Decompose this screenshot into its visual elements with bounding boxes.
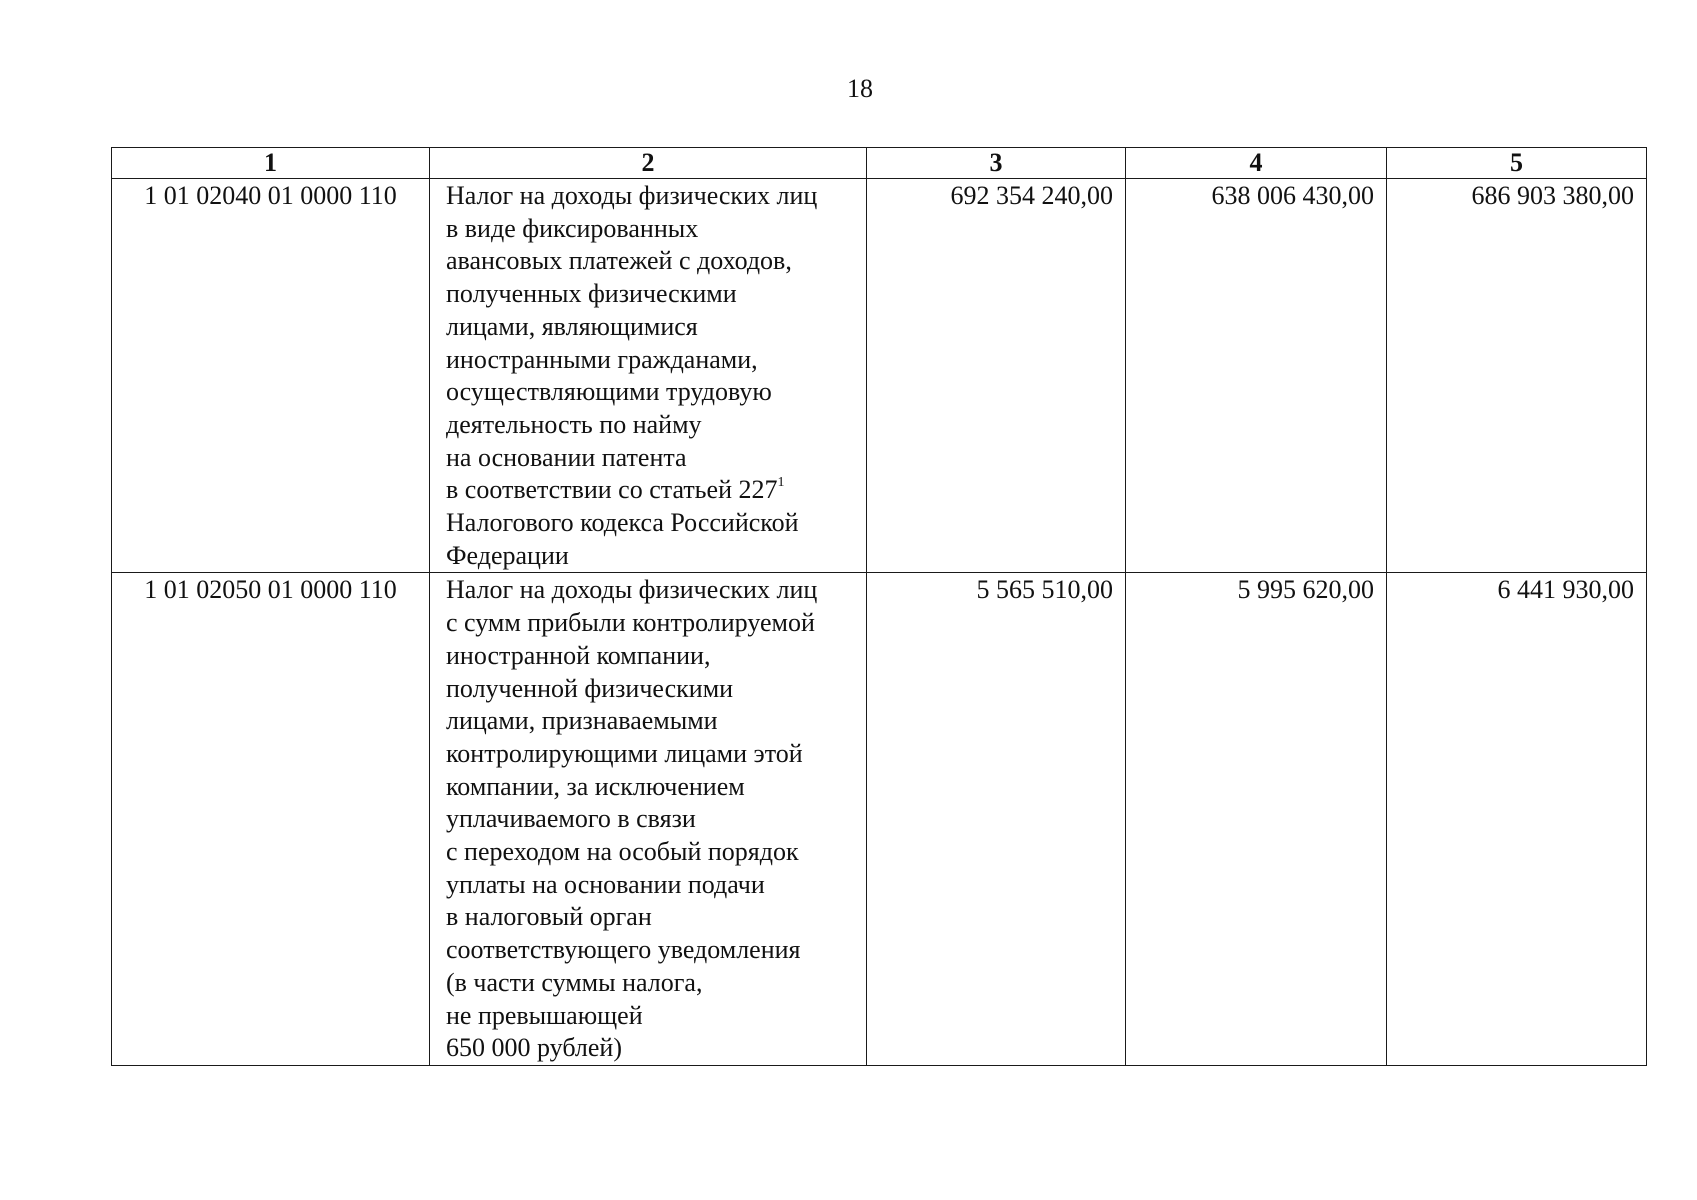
revenue-name-line: иностранной компании, — [446, 640, 711, 670]
revenue-name-line: лицами, являющимися — [446, 311, 698, 341]
revenue-name-line: соответствующего уведомления — [446, 935, 801, 965]
budget-code-cell: 1 01 02040 01 0000 110 — [112, 179, 430, 573]
revenue-name-line: Федерации — [446, 540, 569, 570]
revenue-name-line: Налог на доходы физических лиц — [446, 575, 818, 605]
revenue-name-cell — [430, 179, 867, 573]
column-header-5: 5 — [1387, 148, 1647, 179]
revenue-name-text: в соответствии со статьей 227 — [446, 475, 778, 505]
revenue-name-line-with-superscript — [446, 474, 862, 507]
revenue-name-line: 650 000 рублей) — [446, 1033, 622, 1063]
column-header-4: 4 — [1126, 148, 1387, 179]
revenue-name-line: лицами, признаваемыми — [446, 706, 718, 736]
revenue-name-line: в налоговый орган — [446, 902, 652, 932]
revenue-name-line: полученной физическими — [446, 673, 734, 703]
revenue-name-line: деятельность по найму — [446, 409, 702, 439]
revenue-name-line: осуществляющими трудовую — [446, 377, 772, 407]
column-header-2: 2 — [430, 148, 867, 179]
revenue-name-line: уплачиваемого в связи — [446, 804, 696, 834]
revenue-name-line: (в части суммы налога, — [446, 967, 703, 997]
revenue-name-line: иностранными гражданами, — [446, 344, 758, 374]
article-superscript: 1 — [777, 475, 785, 491]
budget-revenue-table — [111, 147, 1647, 1066]
revenue-name-line: с сумм прибыли контролируемой — [446, 608, 815, 638]
revenue-name-line: авансовых платежей с доходов, — [446, 246, 792, 276]
revenue-name-line: на основании патента — [446, 442, 687, 472]
revenue-name-line: уплаты на основании подачи — [446, 869, 765, 899]
table-header-row — [112, 148, 1647, 179]
revenue-name-line: полученных физическими — [446, 279, 737, 309]
amount-cell-column-3: 692 354 240,00 — [867, 179, 1126, 573]
revenue-name-line: Налог на доходы физических лиц — [446, 181, 818, 210]
table-row — [112, 179, 1647, 573]
column-header-3: 3 — [867, 148, 1126, 179]
amount-cell-column-5: 686 903 380,00 — [1387, 179, 1647, 573]
amount-cell-column-4: 5 995 620,00 — [1126, 573, 1387, 1066]
amount-cell-column-3: 5 565 510,00 — [867, 573, 1126, 1066]
revenue-name-line: не превышающей — [446, 1000, 643, 1030]
amount-cell-column-4: 638 006 430,00 — [1126, 179, 1387, 573]
page-number: 18 — [847, 74, 873, 103]
revenue-name-line: в виде фиксированных — [446, 213, 699, 243]
revenue-name-cell — [430, 573, 867, 1066]
amount-cell-column-5: 6 441 930,00 — [1387, 573, 1647, 1066]
revenue-name-line: Налогового кодекса Российской — [446, 508, 799, 538]
revenue-name-line: компании, за исключением — [446, 771, 745, 801]
budget-code-cell: 1 01 02050 01 0000 110 — [112, 573, 430, 1066]
table-row — [112, 573, 1647, 1066]
revenue-name-line: с переходом на особый порядок — [446, 837, 799, 867]
column-header-1: 1 — [112, 148, 430, 179]
revenue-name-line: контролирующими лицами этой — [446, 738, 803, 768]
